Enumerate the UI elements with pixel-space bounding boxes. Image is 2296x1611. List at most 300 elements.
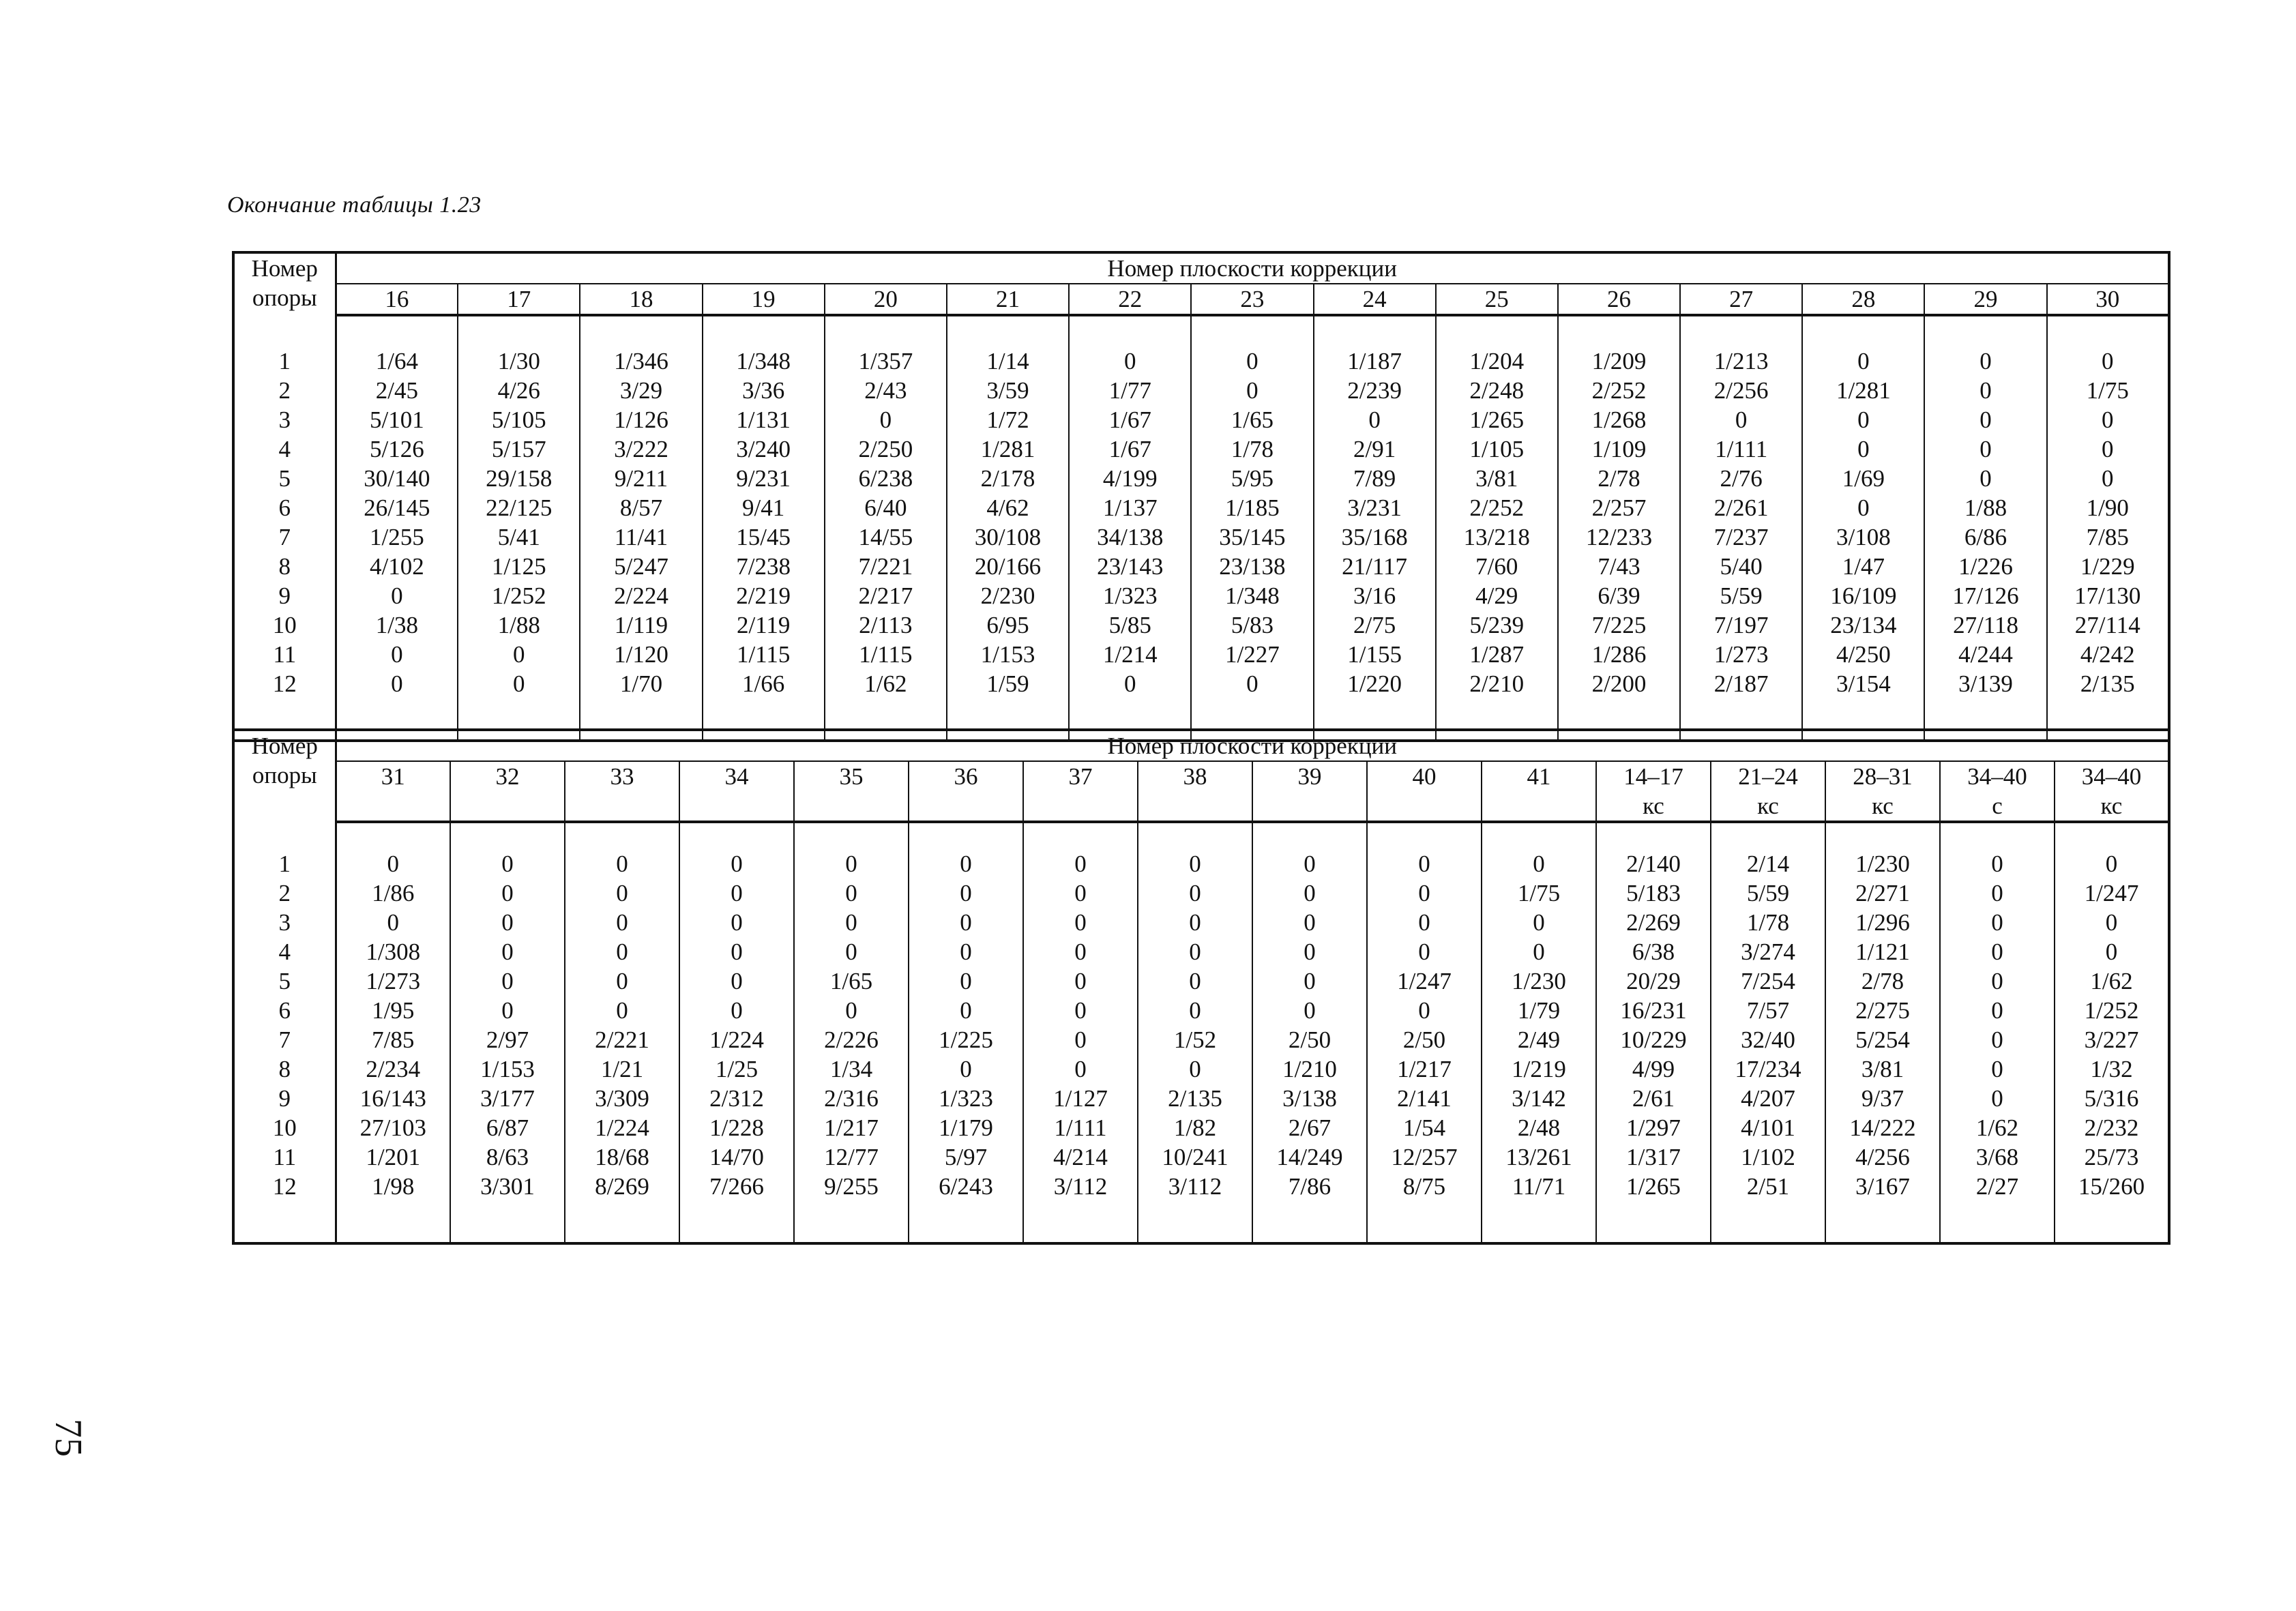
table-row (233, 346, 2169, 376)
table-cell: 2/261 (1680, 493, 1802, 522)
table-caption: Окончание таблицы 1.23 (227, 192, 482, 218)
column-subheader (1367, 791, 1482, 822)
table-cell: 1/111 (1680, 434, 1802, 464)
table-cell: 5/254 (1825, 1025, 1940, 1054)
row-header-line2: опоры (252, 762, 317, 788)
table-cell: 0 (450, 996, 565, 1025)
table-cell: 1/62 (825, 669, 947, 698)
table-cell: 0 (1069, 669, 1191, 698)
table-cell: 3/36 (703, 376, 825, 405)
table-cell: 1/357 (825, 346, 947, 376)
column-subheader (1482, 791, 1596, 822)
table-cell: 7/43 (1558, 552, 1680, 581)
spacer-cell (2047, 315, 2169, 346)
table-cell: 3/16 (1314, 581, 1436, 610)
table-cell: 1/88 (1924, 493, 2046, 522)
table-cell: 7/266 (679, 1172, 794, 1201)
table-cell: 35/168 (1314, 522, 1436, 552)
table-cell: 2/252 (1436, 493, 1558, 522)
table-cell: 3/227 (2055, 1025, 2169, 1054)
spacer-row (233, 315, 2169, 346)
spacer-cell (1940, 822, 2055, 849)
table-cell: 0 (679, 908, 794, 937)
table-cell: 2/14 (1711, 849, 1825, 878)
table-cell: 1/78 (1711, 908, 1825, 937)
table-cell: 0 (458, 669, 580, 698)
column-header: 16 (336, 284, 458, 315)
table-cell: 6/38 (1596, 937, 1711, 966)
table-cell: 2/269 (1596, 908, 1711, 937)
table-cell: 4/214 (1023, 1142, 1138, 1172)
spacer-cell (1023, 822, 1138, 849)
support-number: 8 (233, 1054, 336, 1084)
spacer-cell (450, 822, 565, 849)
table-cell: 0 (794, 937, 909, 966)
table-row (233, 937, 2169, 966)
table-cell: 0 (450, 966, 565, 996)
table-cell: 2/234 (336, 1054, 450, 1084)
table-cell: 0 (1367, 937, 1482, 966)
table-cell: 2/271 (1825, 878, 1940, 908)
group-header: Номер плоскости коррекции (336, 730, 2169, 761)
table-cell: 3/222 (580, 434, 702, 464)
table-cell: 1/287 (1436, 640, 1558, 669)
table-cell: 4/26 (458, 376, 580, 405)
table-cell: 0 (1924, 376, 2046, 405)
support-number: 9 (233, 581, 336, 610)
table-cell: 8/57 (580, 493, 702, 522)
table-cell: 27/114 (2047, 610, 2169, 640)
spacer-cell (1314, 315, 1436, 346)
table-cell: 1/102 (1711, 1142, 1825, 1172)
table-cell: 1/38 (336, 610, 458, 640)
column-subheader (1138, 791, 1252, 822)
spacer-cell (450, 1201, 565, 1243)
table-cell: 1/88 (458, 610, 580, 640)
table-cell: 1/217 (794, 1113, 909, 1142)
table-cell: 0 (450, 849, 565, 878)
table-cell: 0 (1191, 669, 1313, 698)
table-cell: 1/78 (1191, 434, 1313, 464)
spacer-cell (1940, 1201, 2055, 1243)
column-subheader (1252, 791, 1367, 822)
table-cell: 5/183 (1596, 878, 1711, 908)
spacer-cell (233, 1201, 336, 1243)
column-subheader (794, 791, 909, 822)
column-header: 28–31 (1825, 761, 1940, 791)
table-cell: 5/83 (1191, 610, 1313, 640)
table-cell: 0 (1482, 849, 1596, 878)
table-cell: 5/316 (2055, 1084, 2169, 1113)
table-cell: 1/185 (1191, 493, 1313, 522)
spacer-row (233, 822, 2169, 849)
table-cell: 0 (1023, 937, 1138, 966)
column-subheader (679, 791, 794, 822)
table-cell: 0 (2055, 908, 2169, 937)
table-cell: 3/81 (1825, 1054, 1940, 1084)
spacer-cell (1252, 822, 1367, 849)
header-row (233, 252, 2169, 284)
table-cell: 0 (1367, 849, 1482, 878)
table-cell: 25/73 (2055, 1142, 2169, 1172)
table-cell: 2/76 (1680, 464, 1802, 493)
spacer-cell (794, 1201, 909, 1243)
table-cell: 3/309 (565, 1084, 679, 1113)
table-cell: 0 (1069, 346, 1191, 376)
table-cell: 0 (2055, 849, 2169, 878)
table-cell: 1/126 (580, 405, 702, 434)
table-cell: 0 (1023, 996, 1138, 1025)
table-row (233, 966, 2169, 996)
table-cell: 0 (1940, 878, 2055, 908)
table-cell: 0 (336, 581, 458, 610)
table-row (233, 552, 2169, 581)
table-cell: 4/62 (947, 493, 1069, 522)
table-cell: 0 (565, 908, 679, 937)
column-header: 33 (565, 761, 679, 791)
column-subheader (336, 791, 450, 822)
table-cell: 4/242 (2047, 640, 2169, 669)
table-row (233, 849, 2169, 878)
table-cell: 0 (1023, 878, 1138, 908)
column-header: 39 (1252, 761, 1367, 791)
table-cell: 14/249 (1252, 1142, 1367, 1172)
table-cell: 1/105 (1436, 434, 1558, 464)
table-cell: 0 (2055, 937, 2169, 966)
table-cell: 0 (1252, 937, 1367, 966)
table-cell: 1/226 (1924, 552, 2046, 581)
table-cell: 0 (450, 878, 565, 908)
table-cell: 1/59 (947, 669, 1069, 698)
spacer-cell (825, 315, 947, 346)
table-cell: 2/230 (947, 581, 1069, 610)
row-header-cell (233, 730, 336, 849)
table-cell: 3/240 (703, 434, 825, 464)
column-header: 27 (1680, 284, 1802, 315)
table-cell: 14/70 (679, 1142, 794, 1172)
column-header: 31 (336, 761, 450, 791)
support-number: 7 (233, 1025, 336, 1054)
table-cell: 1/346 (580, 346, 702, 376)
table-cell: 1/227 (1191, 640, 1313, 669)
table-cell: 5/97 (909, 1142, 1023, 1172)
table-cell: 0 (909, 908, 1023, 937)
table-cell: 0 (1802, 346, 1924, 376)
table-cell: 2/45 (336, 376, 458, 405)
table-cell: 32/40 (1711, 1025, 1825, 1054)
spacer-cell (1825, 822, 1940, 849)
table-cell: 3/167 (1825, 1172, 1940, 1201)
table-row (233, 522, 2169, 552)
table-cell: 3/59 (947, 376, 1069, 405)
table-cell: 1/229 (2047, 552, 2169, 581)
column-subheader: с (1940, 791, 2055, 822)
table-cell: 4/199 (1069, 464, 1191, 493)
table-cell: 2/135 (1138, 1084, 1252, 1113)
table-cell: 0 (1924, 434, 2046, 464)
correction-planes-table-31-41 (232, 728, 2170, 1245)
table-cell: 2/78 (1825, 966, 1940, 996)
column-header: 26 (1558, 284, 1680, 315)
table-cell: 21/117 (1314, 552, 1436, 581)
table-cell: 1/62 (2055, 966, 2169, 996)
table-cell: 2/140 (1596, 849, 1711, 878)
spacer-cell (565, 1201, 679, 1243)
table-cell: 1/323 (909, 1084, 1023, 1113)
table-cell: 2/210 (1436, 669, 1558, 698)
spacer-cell (1138, 822, 1252, 849)
table-cell: 1/109 (1558, 434, 1680, 464)
table-cell: 14/55 (825, 522, 947, 552)
table-cell: 27/103 (336, 1113, 450, 1142)
table-cell: 2/67 (1252, 1113, 1367, 1142)
column-header: 32 (450, 761, 565, 791)
table-cell: 1/82 (1138, 1113, 1252, 1142)
table-cell: 8/269 (565, 1172, 679, 1201)
table-cell: 2/248 (1436, 376, 1558, 405)
column-header: 38 (1138, 761, 1252, 791)
table-cell: 8/75 (1367, 1172, 1482, 1201)
table-cell: 3/108 (1802, 522, 1924, 552)
table-cell: 5/41 (458, 522, 580, 552)
table-cell: 1/230 (1482, 966, 1596, 996)
spacer-cell (1191, 315, 1313, 346)
table-cell: 13/261 (1482, 1142, 1596, 1172)
table-cell: 1/52 (1138, 1025, 1252, 1054)
table-cell: 1/228 (679, 1113, 794, 1142)
column-subheader: кс (1711, 791, 1825, 822)
table-cell: 1/111 (1023, 1113, 1138, 1142)
column-header: 19 (703, 284, 825, 315)
table-cell: 0 (825, 405, 947, 434)
spacer-cell (1596, 822, 1711, 849)
table-cell: 18/68 (565, 1142, 679, 1172)
column-header: 21 (947, 284, 1069, 315)
table-cell: 0 (1138, 908, 1252, 937)
table-cell: 35/145 (1191, 522, 1313, 552)
table-cell: 2/49 (1482, 1025, 1596, 1054)
table-cell: 5/40 (1680, 552, 1802, 581)
spacer-cell (565, 822, 679, 849)
column-subheader: кс (2055, 791, 2169, 822)
table-cell: 1/86 (336, 878, 450, 908)
table-cell: 0 (565, 996, 679, 1025)
table-cell: 3/112 (1023, 1172, 1138, 1201)
table-cell: 1/252 (2055, 996, 2169, 1025)
table-cell: 0 (1802, 434, 1924, 464)
table-cell: 1/308 (336, 937, 450, 966)
spacer-cell (679, 822, 794, 849)
table-cell: 0 (1924, 464, 2046, 493)
table-cell: 12/233 (1558, 522, 1680, 552)
table-row (233, 434, 2169, 464)
table-cell: 4/99 (1596, 1054, 1711, 1084)
spacer-cell (458, 315, 580, 346)
table-cell: 0 (2047, 464, 2169, 493)
table-cell: 0 (794, 849, 909, 878)
table-cell: 0 (1940, 1084, 2055, 1113)
table-cell: 3/142 (1482, 1084, 1596, 1113)
table-cell: 1/155 (1314, 640, 1436, 669)
table-cell: 7/238 (703, 552, 825, 581)
table-cell: 0 (794, 908, 909, 937)
table-cell: 1/255 (336, 522, 458, 552)
table-cell: 20/166 (947, 552, 1069, 581)
table-cell: 2/239 (1314, 376, 1436, 405)
table-cell: 1/296 (1825, 908, 1940, 937)
column-header: 30 (2047, 284, 2169, 315)
table-cell: 27/118 (1924, 610, 2046, 640)
table-cell: 7/221 (825, 552, 947, 581)
support-number: 7 (233, 522, 336, 552)
support-number: 12 (233, 1172, 336, 1201)
table-cell: 1/137 (1069, 493, 1191, 522)
table-cell: 0 (450, 908, 565, 937)
table-cell: 2/187 (1680, 669, 1802, 698)
support-number: 6 (233, 493, 336, 522)
table-cell: 1/297 (1596, 1113, 1711, 1142)
table-cell: 7/57 (1711, 996, 1825, 1025)
column-header: 34 (679, 761, 794, 791)
table-cell: 2/256 (1680, 376, 1802, 405)
support-number: 12 (233, 669, 336, 698)
table-cell: 6/243 (909, 1172, 1023, 1201)
table-cell: 17/130 (2047, 581, 2169, 610)
table-cell: 1/268 (1558, 405, 1680, 434)
table-cell: 3/112 (1138, 1172, 1252, 1201)
table-cell: 1/265 (1596, 1172, 1711, 1201)
table-cell: 4/256 (1825, 1142, 1940, 1172)
table-cell: 1/54 (1367, 1113, 1482, 1142)
table-cell: 1/213 (1680, 346, 1802, 376)
spacer-cell (909, 1201, 1023, 1243)
table-cell: 1/220 (1314, 669, 1436, 698)
support-number: 8 (233, 552, 336, 581)
column-header: 18 (580, 284, 702, 315)
table-cell: 1/95 (336, 996, 450, 1025)
table-cell: 2/97 (450, 1025, 565, 1054)
column-header: 22 (1069, 284, 1191, 315)
table-cell: 0 (1023, 1054, 1138, 1084)
table-cell: 0 (1482, 908, 1596, 937)
spacer-cell (1367, 1201, 1482, 1243)
spacer-cell (794, 822, 909, 849)
table-cell: 23/134 (1802, 610, 1924, 640)
table-cell: 0 (565, 849, 679, 878)
table-cell: 4/207 (1711, 1084, 1825, 1113)
spacer-cell (580, 315, 702, 346)
table-cell: 7/60 (1436, 552, 1558, 581)
table-cell: 5/95 (1191, 464, 1313, 493)
table-cell: 0 (1482, 937, 1596, 966)
table-cell: 1/225 (909, 1025, 1023, 1054)
table-cell: 2/275 (1825, 996, 1940, 1025)
table-cell: 9/231 (703, 464, 825, 493)
column-header: 29 (1924, 284, 2046, 315)
table-cell: 2/91 (1314, 434, 1436, 464)
column-subheader (1023, 791, 1138, 822)
table-cell: 1/120 (580, 640, 702, 669)
table-cell: 1/131 (703, 405, 825, 434)
table-cell: 2/217 (825, 581, 947, 610)
table-cell: 5/105 (458, 405, 580, 434)
table-cell: 1/187 (1314, 346, 1436, 376)
column-header: 34–40 (2055, 761, 2169, 791)
table-cell: 1/69 (1802, 464, 1924, 493)
table-cell: 0 (1940, 1054, 2055, 1084)
table-cell: 2/48 (1482, 1113, 1596, 1142)
table-cell: 2/135 (2047, 669, 2169, 698)
table-cell: 12/257 (1367, 1142, 1482, 1172)
table-cell: 16/109 (1802, 581, 1924, 610)
table-cell: 9/37 (1825, 1084, 1940, 1113)
table-cell: 0 (909, 996, 1023, 1025)
table-cell: 7/89 (1314, 464, 1436, 493)
table-cell: 0 (1023, 849, 1138, 878)
table-cell: 2/50 (1367, 1025, 1482, 1054)
column-header: 20 (825, 284, 947, 315)
table-cell: 1/62 (1940, 1113, 2055, 1142)
table-cell: 0 (450, 937, 565, 966)
table-cell: 14/222 (1825, 1113, 1940, 1142)
table-cell: 0 (1252, 966, 1367, 996)
table-cell: 1/72 (947, 405, 1069, 434)
table-cell: 0 (1138, 937, 1252, 966)
spacer-cell (679, 1201, 794, 1243)
spacer-cell (1924, 315, 2046, 346)
table-row (233, 1113, 2169, 1142)
spacer-row (233, 1201, 2169, 1243)
table-row (233, 405, 2169, 434)
table-cell: 2/316 (794, 1084, 909, 1113)
table-cell: 0 (1940, 849, 2055, 878)
table-cell: 23/143 (1069, 552, 1191, 581)
table-cell: 2/219 (703, 581, 825, 610)
spacer-cell (1252, 1201, 1367, 1243)
table-cell: 2/224 (580, 581, 702, 610)
table-cell: 3/177 (450, 1084, 565, 1113)
table-cell: 26/145 (336, 493, 458, 522)
table-cell: 1/265 (1436, 405, 1558, 434)
table-cell: 1/121 (1825, 937, 1940, 966)
table-cell: 15/260 (2055, 1172, 2169, 1201)
column-header: 28 (1802, 284, 1924, 315)
table-cell: 0 (1940, 966, 2055, 996)
support-number: 6 (233, 996, 336, 1025)
table-cell: 1/30 (458, 346, 580, 376)
table-cell: 1/224 (679, 1025, 794, 1054)
table-cell: 0 (1924, 405, 2046, 434)
table-cell: 2/113 (825, 610, 947, 640)
column-subheader: кс (1825, 791, 1940, 822)
table-cell: 0 (679, 937, 794, 966)
support-number: 4 (233, 434, 336, 464)
column-header: 14–17 (1596, 761, 1711, 791)
table-cell: 0 (1940, 937, 2055, 966)
table-cell: 7/86 (1252, 1172, 1367, 1201)
page-number: 75 (47, 1419, 89, 1457)
table-cell: 0 (1138, 996, 1252, 1025)
table-cell: 0 (2047, 434, 2169, 464)
table-cell: 0 (1023, 908, 1138, 937)
table-cell: 1/252 (458, 581, 580, 610)
column-header: 17 (458, 284, 580, 315)
table-cell: 2/51 (1711, 1172, 1825, 1201)
table-cell: 5/85 (1069, 610, 1191, 640)
table-cell: 1/247 (1367, 966, 1482, 996)
table-row (233, 908, 2169, 937)
support-number: 3 (233, 908, 336, 937)
